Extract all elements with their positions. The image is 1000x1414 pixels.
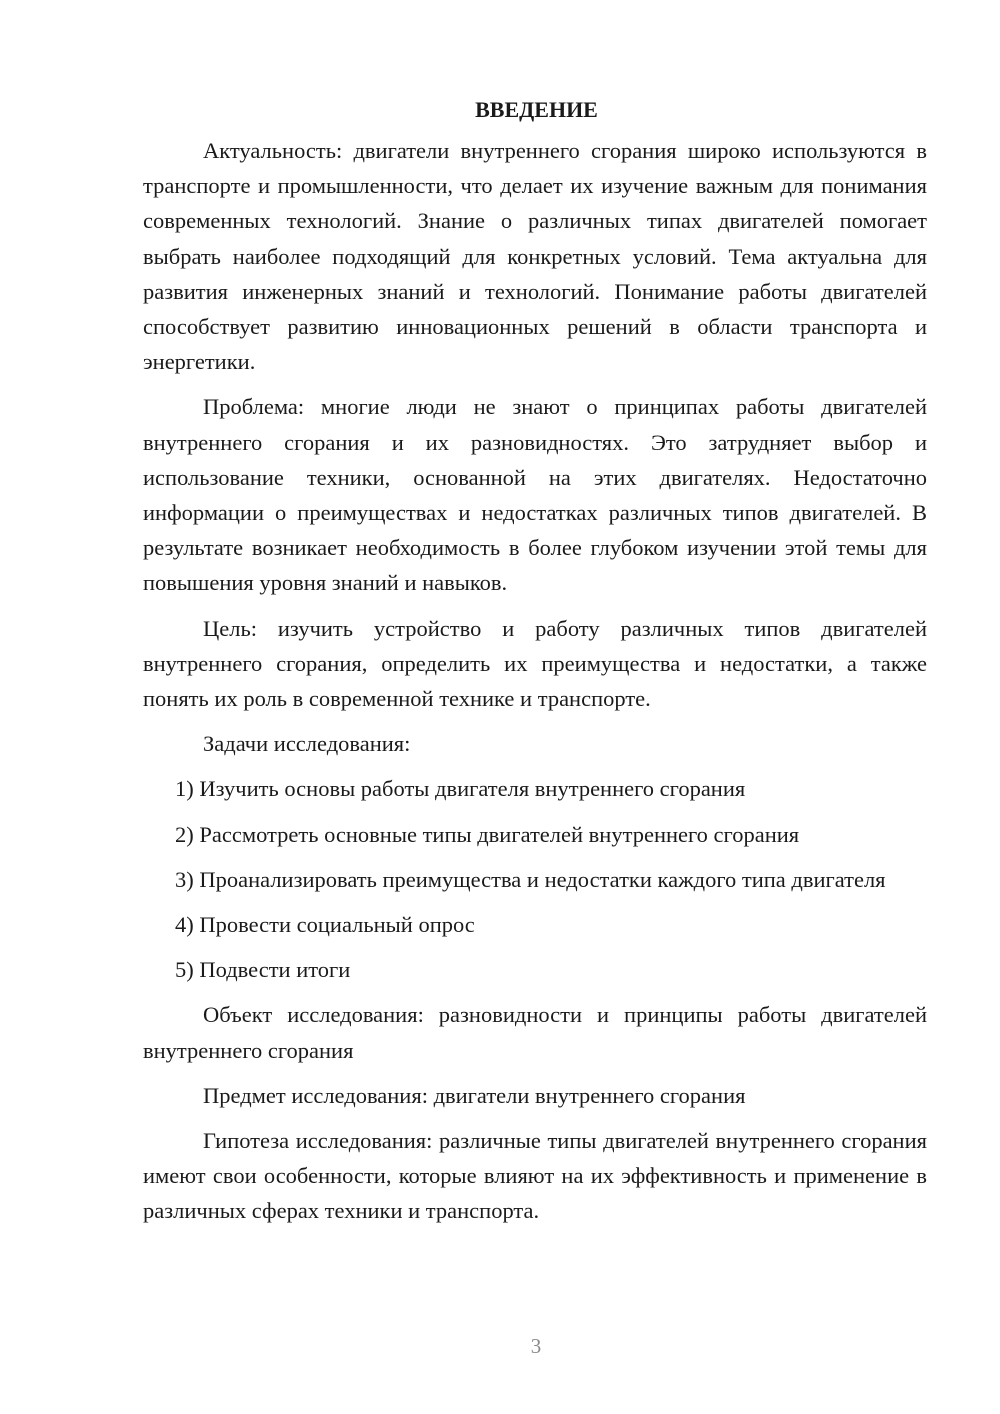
page-content xyxy=(143,92,927,1229)
hypothesis-paragraph: Гипотеза исследования: различные типы двигателей внутреннего сгорания имеют свои особенности, которые влияют на их эффективность и применение в различных сферах техники и транспорта. xyxy=(143,1128,927,1224)
task-item-3: 3) Проанализировать преимущества и недостатки каждого типа двигателя xyxy=(175,866,886,892)
task-item-2: 2) Рассмотреть основные типы двигателей внутреннего сгорания xyxy=(175,821,800,847)
page-number: 3 xyxy=(530,1334,542,1358)
problem-paragraph: Проблема: многие люди не знают о принципах работы двигателей внутреннего сгорания и их разновидностях. Это затрудняет выбор и использование техники, основанной на этих двигателях. Недостаточно информации о преимуществах и недостатках различных типов двигателей. В результате возникает необходимость в более глубоком изучении этой темы для повышения уровня знаний и навыков. xyxy=(143,394,927,596)
task-item-5: 5) Подвести итоги xyxy=(175,957,351,983)
section-title: ВВЕДЕНИЕ xyxy=(475,97,598,122)
task-item-4: 4) Провести социальный опрос xyxy=(175,912,475,938)
relevance-paragraph: Актуальность: двигатели внутреннего сгорания широко используются в транспорте и промышленности, что делает их изучение важным для понимания современных технологий. Знание о различных типах двигателей помогает выбрать наиболее подходящий для конкретных условий. Тема актуальна для развития инженерных знаний и технологий. Понимание работы двигателей способствует развитию инновационных решений в области транспорта и энергетики. xyxy=(143,138,927,375)
task-item-1: 1) Изучить основы работы двигателя внутреннего сгорания xyxy=(175,776,746,802)
object-paragraph: Объект исследования: разновидности и принципы работы двигателей внутреннего сгорания xyxy=(143,1002,927,1063)
tasks-heading: Задачи исследования: xyxy=(203,731,411,757)
subject-paragraph: Предмет исследования: двигатели внутреннего сгорания xyxy=(203,1082,746,1108)
goal-paragraph: Цель: изучить устройство и работу различных типов двигателей внутреннего сгорания, определить их преимущества и недостатки, а также понять их роль в современной технике и транспорте. xyxy=(143,615,927,712)
